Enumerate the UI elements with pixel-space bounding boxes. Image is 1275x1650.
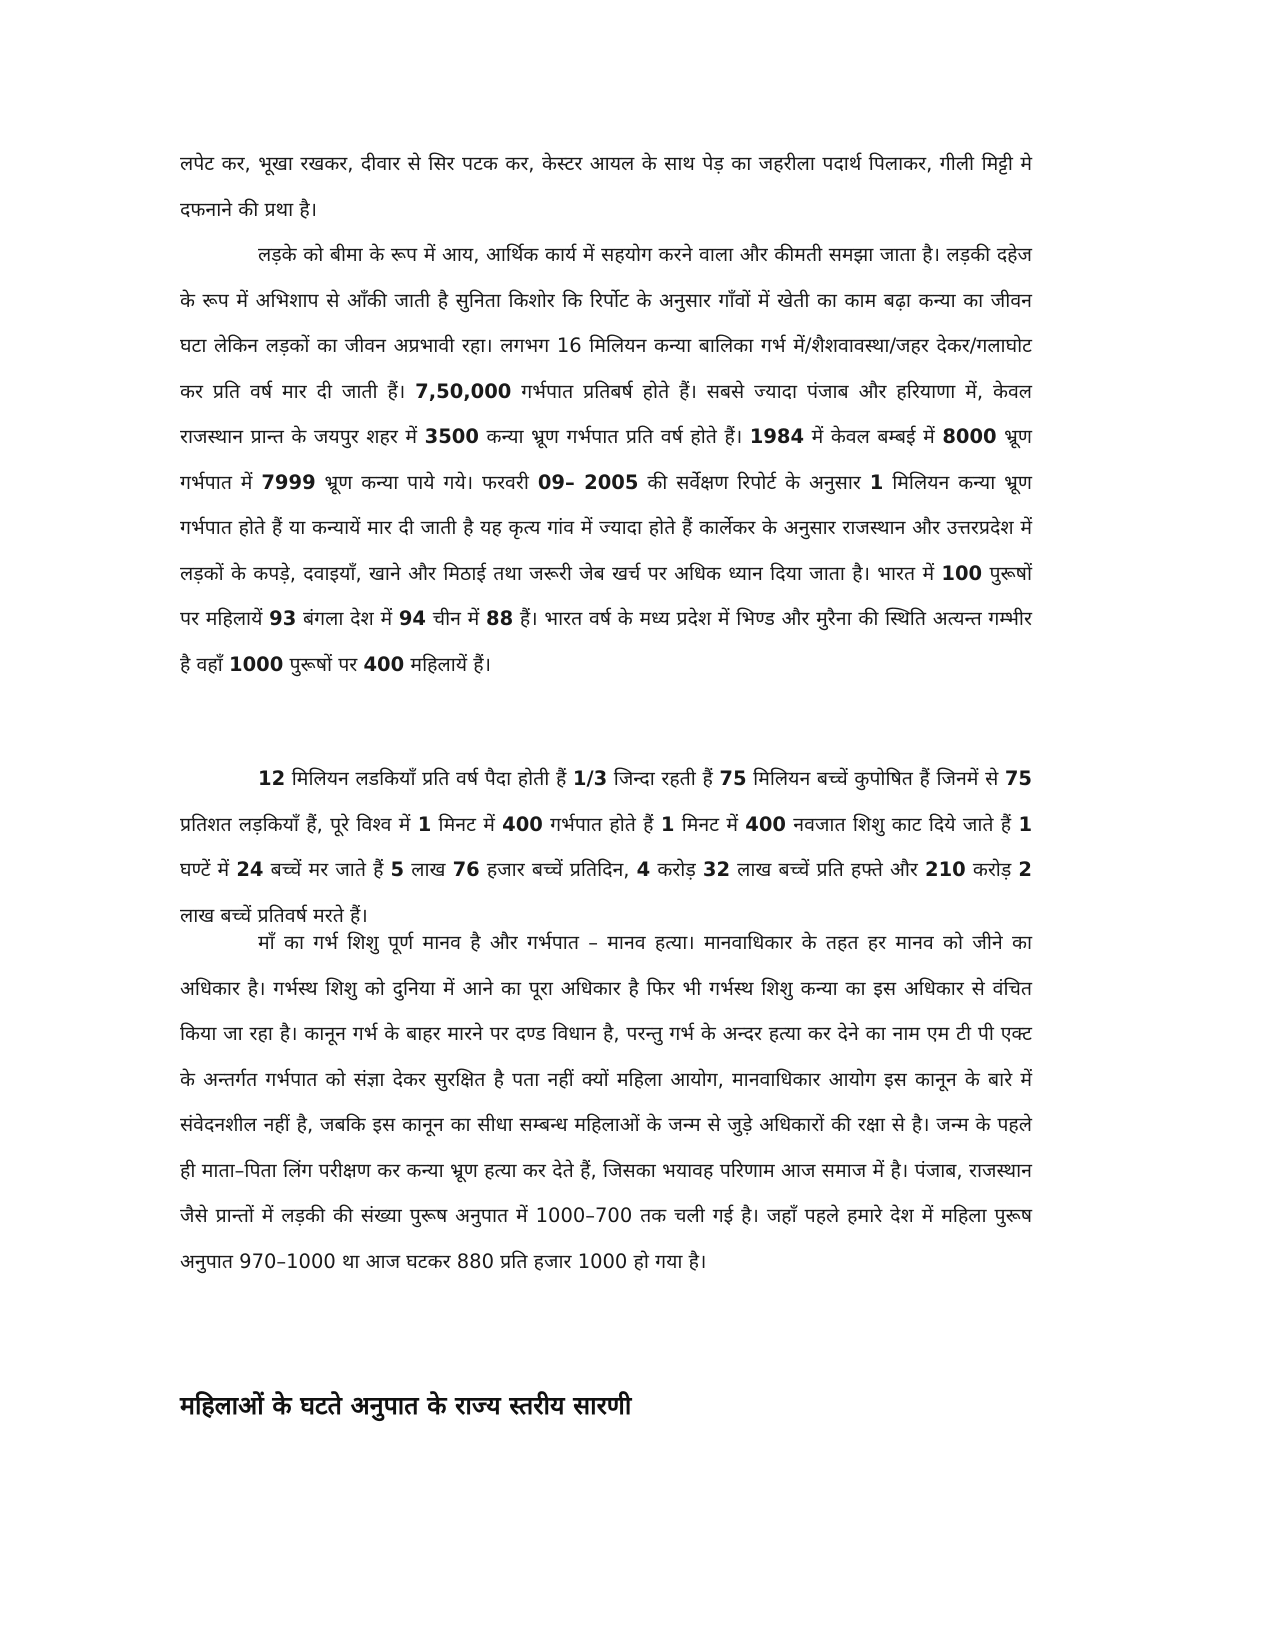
text-run: प्रतिशत लड़कियाँ हैं, पूरे विश्व में — [180, 812, 418, 836]
text-run: हजार बच्चें प्रतिदिन, — [479, 858, 637, 881]
bold-figure: 2 — [1018, 858, 1032, 881]
text-run: जिन्दा रहती हैं — [607, 767, 720, 790]
bold-figure: 1 — [660, 812, 675, 836]
bold-figure: 32 — [702, 858, 731, 881]
text-run: मिलियन लडकियाँ प्रति वर्ष पैदा होती हैं — [285, 767, 573, 790]
bold-figure: 4 — [636, 858, 651, 881]
text-run: बंगला देश में — [296, 607, 399, 630]
bold-figure: 12 — [258, 767, 286, 790]
text-run: कन्या भ्रूण गर्भपात प्रति वर्ष होते हैं। — [478, 425, 750, 448]
text-run: गर्भपात होते हैं — [542, 812, 661, 836]
text-run: लाख — [404, 858, 453, 881]
text-run: नवजात शिशु काट दिये जाते हैं — [786, 812, 1019, 836]
bold-figure: 88 — [486, 607, 514, 630]
bold-figure: 7999 — [261, 470, 316, 494]
bold-figure: 09– 2005 — [537, 470, 639, 494]
bold-figure: 24 — [236, 858, 264, 881]
text-run: लाख बच्चें प्रति हफ्ते और — [730, 858, 926, 881]
bold-figure: 1984 — [749, 425, 805, 448]
section-heading: महिलाओं के घटते अनुपात के राज्य स्तरीय सारणी — [180, 1391, 632, 1420]
text-run: हैं। भारत वर्ष के मध्य प्रदेश में भिण्ड और मुरैना की स्थिति अत्यन्त गम्भीर है वहाँ — [180, 607, 1032, 676]
text-run: भ्रूण कन्या पाये गये। फरवरी — [315, 470, 538, 494]
bold-figure: 1/3 — [572, 767, 608, 790]
text-run: गर्भपात प्रतिबर्ष होते हैं। सबसे ज्यादा पंजाब और हरियाणा में, केवल राजस्थान प्रान्त के जयपुर शहर में — [180, 379, 1033, 448]
text-run: बच्चें मर जाते हैं — [263, 858, 391, 881]
bold-figure: 8000 — [942, 425, 997, 448]
bold-figure: 210 — [925, 858, 966, 881]
bold-figure: 3500 — [424, 425, 479, 448]
text-run: में केवल बम्बई में — [804, 425, 943, 448]
bold-figure: 400 — [363, 652, 405, 676]
bold-figure: 1 — [869, 470, 884, 494]
text-run: घण्टें में — [180, 858, 237, 881]
text-run: मिनट में — [431, 812, 503, 836]
bold-figure: 75 — [719, 767, 747, 790]
text-run: मिलियन कन्या भ्रूण गर्भपात होते हैं या कन्यायें मार दी जाती है यह कृत्य गांव में ज्यादा होते हैं कार्लेकर के अनुसार राजस्थान और उत्तरप्रदेश में लड़कों के कपड़े, दवाइयाँ, खाने और मिठाई तथा जरूरी जेब खर्च पर अधिक ध्यान दिया जाता है। भारत में — [180, 470, 1032, 585]
bold-figure: 1 — [417, 812, 432, 836]
bold-figure: 1 — [1018, 812, 1033, 836]
bold-figure: 93 — [269, 607, 297, 630]
text-run: महिलायें हैं। — [404, 652, 491, 676]
text-run: पुरूषों पर महिलायें — [180, 561, 1032, 630]
paragraph-3 — [180, 756, 1032, 938]
paragraph-2 — [180, 232, 1032, 687]
bold-figure: 7,50,000 — [415, 379, 512, 403]
text-run: पुरूषों पर — [283, 652, 364, 676]
bold-figure: 75 — [1004, 767, 1032, 790]
paragraph-1 — [180, 141, 1032, 232]
text-run: लपेट कर, भूखा रखकर, दीवार से सिर पटक कर, केस्टर आयल के साथ पेड़ का जहरीला पदार्थ पिलाकर, गीली मिट्टी मे दफनाने की प्रथा है। — [180, 152, 1032, 221]
bold-figure: 400 — [502, 812, 543, 836]
bold-figure: 94 — [398, 607, 426, 630]
text-run: मिनट में — [674, 812, 746, 836]
text-run: करोड़ — [965, 858, 1019, 881]
text-run: मिलियन बच्चें कुपोषित हैं जिनमें से — [746, 767, 1005, 790]
bold-figure: 100 — [941, 561, 983, 585]
bold-figure: 5 — [390, 858, 405, 881]
bold-figure: 76 — [452, 858, 480, 881]
text-run: की सर्वेक्षण रिपोर्ट के अनुसार — [638, 470, 870, 494]
text-run: भ्रूण गर्भपात में — [180, 425, 1032, 494]
text-run: करोड़ — [650, 858, 703, 881]
bold-figure: 400 — [745, 812, 787, 836]
text-run: लड़के को बीमा के रूप में आय, आर्थिक कार्य में सहयोग करने वाला और कीमती समझा जाता है। लड़की दहेज के रूप में अभिशाप से आँकी जाती है सुनिता किशोर कि रिर्पोट के अनुसार गाँवों में खेती का काम बढ़ा कन्या का जीवन घटा लेकिन लड़कों का जीवन अप्रभावी रहा। लगभग 16 मिलियन कन्या बालिका गर्भ में/शैशवावस्था/जहर देकर/गलाघोट कर प्रति वर्ष मार दी जाती हैं। — [180, 243, 1032, 403]
paragraph-4 — [180, 920, 1032, 1284]
text-run: माँ का गर्भ शिशु पूर्ण मानव है और गर्भपात – मानव हत्या। मानवाधिकार के तहत हर मानव को जीने का अधिकार है। गर्भस्थ शिशु को दुनिया में आने का पूरा अधिकार है फिर भी गर्भस्थ शिशु कन्या का इस अधिकार से वंचित किया जा रहा है। कानून गर्भ के बाहर मारने पर दण्ड विधान है, परन्तु गर्भ के अन्दर हत्या कर देने का नाम एम टी पी एक्ट के अन्तर्गत गर्भपात को संज्ञा देकर सुरक्षित है पता नहीं क्यों महिला आयोग, मानवाधिकार आयोग इस कानून के बारे में संवेदनशील नहीं है, जबकि इस कानून का सीधा सम्बन्ध महिलाओं के जन्म से जुड़े अधिकारों की रक्षा से है। जन्म के पहले ही माता–पिता लिंग परीक्षण कर कन्या भ्रूण हत्या कर देते हैं, जिसका भयावह परिणाम आज समाज में है। पंजाब, राजस्थान जैसे प्रान्तों में लड़की की संख्या पुरूष अनुपात में 1000–700 तक चली गई है। जहाँ पहले हमारे देश में महिला पुरूष अनुपात 970–1000 था आज घटकर 880 प्रति हजार 1000 हो गया है। — [180, 931, 1032, 1273]
text-run: चीन में — [425, 607, 487, 630]
bold-figure: 1000 — [229, 652, 284, 676]
text-run: लाख बच्चें प्रतिवर्ष मरते हैं। — [180, 903, 368, 927]
